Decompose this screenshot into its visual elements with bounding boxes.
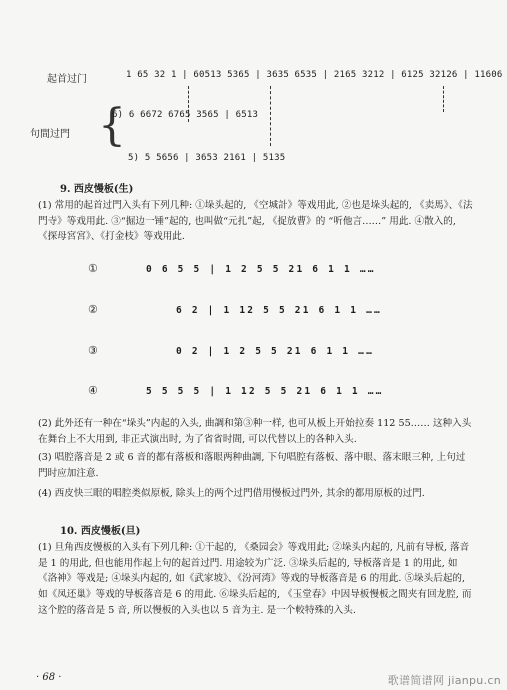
qiban-notes: 1 65 32 1 | 60513 5365 | 3635 6535 | 2165 3212 | 6125 32126 | 11606 — [126, 70, 503, 80]
jujian-line2: 5) 5 5656 | 3653 2161 | 5135 — [128, 153, 286, 163]
example-notes: 6 2 | 1 12 5 5 21 6 1 1 …… — [176, 305, 382, 316]
section-10-heading: 10. 西皮慢板(旦) — [60, 526, 141, 537]
example-notes: 0 2 | 1 2 5 5 21 6 1 1 …… — [176, 346, 374, 357]
connector-line — [270, 86, 271, 146]
example-marker: ② — [88, 303, 98, 316]
example-notes: 0 6 5 5 | 1 2 5 5 21 6 1 1 …… — [146, 264, 376, 275]
brace-icon: { — [98, 100, 126, 151]
section-9-para-3: (3) 唱腔落音是 2 或 6 音的都有落板和落眼两种曲調, 下句唱腔有落板、落中眼、落末眼三种, 上句过門时应加注意. — [38, 452, 466, 479]
section-9-para-4: (4) 西皮快三眼的唱腔类似原板, 除头上的两个过門借用慢板过門外, 其余的都用原板的过門. — [38, 488, 425, 499]
section-10-para-1: (1) 旦角西皮慢板的入头有下列几种: ①干起的, 《桑园会》等戏用此; ②垛头内起的, 凡前有导板, 落音是 1 的用此, 但也能用作起上句的起首过門. 用途较为广泛. ③垛头后起的, 导板落音是 1 的用此, 如《洛神》等戏是; ④垛头内起的, 如《武家坡》、《汾河湾》等戏的导板落音是 6 的用此. ⑤垛头后起的, 如《凤还巢》等戏的导板落音是 6 的用此. ⑥垛头后起的, 《玉堂春》中因导板慢板之間夹有回龙腔, 而这个腔的落音是 5 音, 所以慢板的入头也以 5 音为主. 是一个較特殊的入头. — [38, 542, 472, 616]
qiban-label: 起首过门 — [47, 74, 87, 85]
section-9-para-1: (1) 常用的起首过門入头有下列几种: ①垛头起的, 《空城計》等戏用此, ②也是垛头起的, 《卖馬》、《法門寺》等戏用此. ③“掘边一锤”起的, 也叫做“元扎”起, 《捉放曹》的 “听他言……” 用此. ④散入的, 《探母宮宮》、《打金枝》等戏用此. — [38, 200, 473, 243]
connector-line — [443, 86, 444, 112]
section-9-heading: 9. 西皮慢板(生) — [60, 184, 134, 195]
jujian-label: 句間过門 — [30, 129, 70, 140]
watermark: 歌谱简谱网 jianpu.cn — [387, 674, 501, 687]
jujian-line1: 6) 6 6672 6765 3565 | 6513 — [112, 110, 259, 120]
page-number: · 68 · — [36, 672, 62, 683]
example-notes: 5 5 5 5 | 1 12 5 5 21 6 1 1 …… — [146, 386, 384, 397]
example-marker: ① — [88, 262, 98, 275]
example-marker: ④ — [88, 384, 98, 397]
section-9-para-2: (2) 此外还有一种在“垛头”内起的入头, 曲調和第③种一样, 也可从板上开始拉奏 112 55…… 这种入头在舞台上不大用到, 非正式演出时, 为了省省时間, 可以代替以上的各种入头. — [38, 418, 472, 445]
example-marker: ③ — [88, 344, 98, 357]
